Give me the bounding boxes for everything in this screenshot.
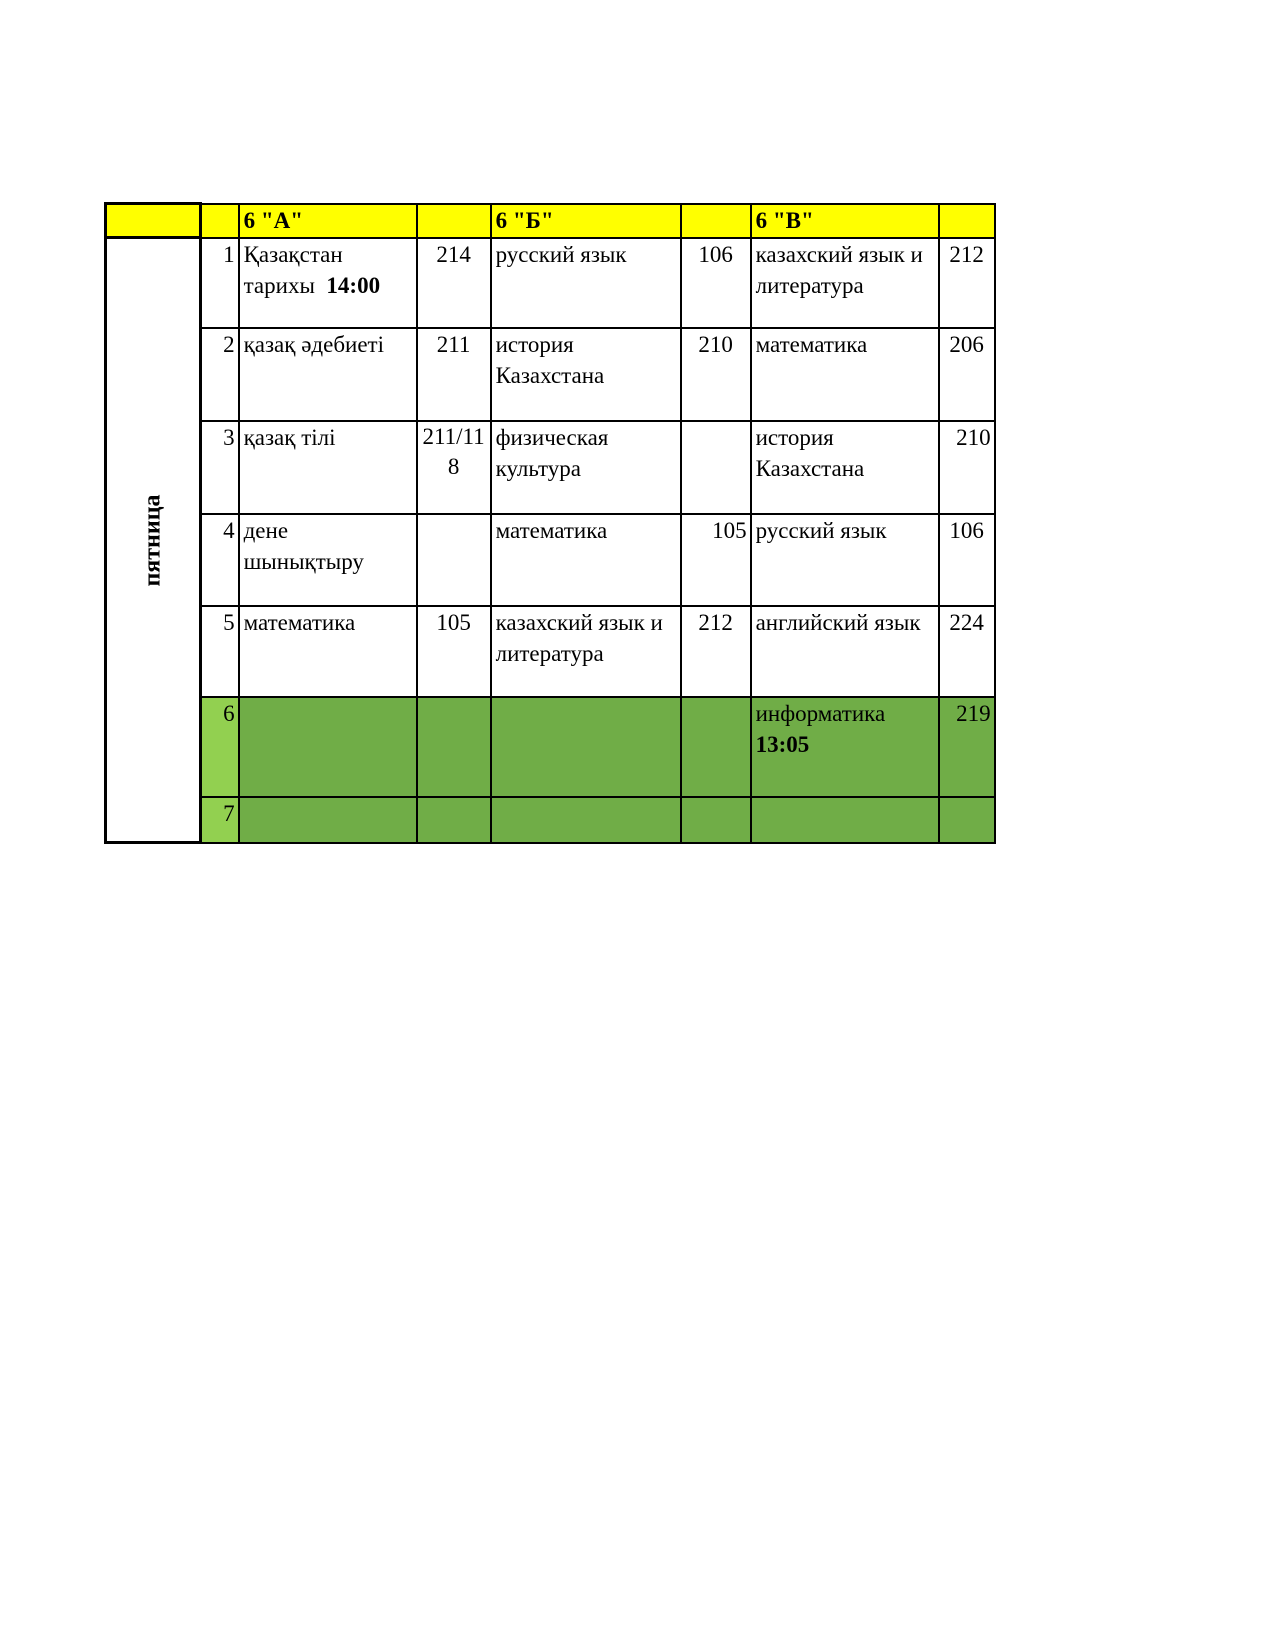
day-label: пятница [139, 494, 166, 587]
subject-6v: история Казахстана [751, 421, 939, 514]
subject-6a: математика [239, 606, 417, 697]
lesson-number: 4 [201, 514, 239, 606]
lesson-row [106, 421, 995, 514]
room-6a [417, 697, 491, 797]
room-6v: 210 [939, 421, 995, 514]
subject-6a: қазақ тілі [239, 421, 417, 514]
lesson-row [106, 238, 995, 328]
room-header-6v [939, 204, 995, 238]
room-6b: 210 [681, 328, 751, 421]
room-6a: 211 [417, 328, 491, 421]
lesson-number: 2 [201, 328, 239, 421]
room-6v: 212 [939, 238, 995, 328]
room-6v: 219 [939, 697, 995, 797]
room-header-6b [681, 204, 751, 238]
subject-6b: математика [491, 514, 681, 606]
subject-6a [239, 697, 417, 797]
header-num-cell [201, 204, 239, 238]
lesson-number: 3 [201, 421, 239, 514]
corner-cell [106, 204, 201, 238]
day-cell [106, 238, 201, 843]
lesson-row [106, 606, 995, 697]
subject-6v [751, 797, 939, 843]
subject-6v: математика [751, 328, 939, 421]
class-header-6a: 6 "А" [239, 204, 417, 238]
lesson-row [106, 797, 995, 843]
room-6b: 106 [681, 238, 751, 328]
subject-6b: казахский язык и литература [491, 606, 681, 697]
subject-6b [491, 697, 681, 797]
schedule-sheet [104, 202, 996, 844]
lesson-time: 14:00 [326, 272, 381, 298]
room-6a [417, 797, 491, 843]
subject-6a: қазақ әдебиеті [239, 328, 417, 421]
room-6a: 214 [417, 238, 491, 328]
lesson-row [106, 697, 995, 797]
room-6a: 211/118 [417, 421, 491, 514]
room-6v: 224 [939, 606, 995, 697]
lesson-number: 5 [201, 606, 239, 697]
class-header-6b: 6 "Б" [491, 204, 681, 238]
class-header-6v: 6 "В" [751, 204, 939, 238]
subject-text: информатика [755, 700, 886, 726]
subject-6v [751, 697, 939, 797]
room-6b [681, 697, 751, 797]
subject-6v: русский язык [751, 514, 939, 606]
header-row [106, 204, 995, 238]
subject-6a [239, 797, 417, 843]
lesson-row [106, 328, 995, 421]
subject-6v: английский язык [751, 606, 939, 697]
schedule-table [104, 202, 996, 844]
room-6v: 206 [939, 328, 995, 421]
lesson-number: 1 [201, 238, 239, 328]
room-6b [681, 421, 751, 514]
room-header-6a [417, 204, 491, 238]
subject-6v: казахский язык и литература [751, 238, 939, 328]
subject-6b: физическая культура [491, 421, 681, 514]
room-6v: 106 [939, 514, 995, 606]
room-6b [681, 797, 751, 843]
room-6a: 105 [417, 606, 491, 697]
subject-6b: история Казахстана [491, 328, 681, 421]
lesson-row [106, 514, 995, 606]
subject-text: Қазақстан тарихы [243, 241, 343, 298]
room-6b: 212 [681, 606, 751, 697]
lesson-time: 13:05 [755, 731, 810, 757]
lesson-number: 7 [201, 797, 239, 843]
subject-6a [239, 238, 417, 328]
subject-6a: дене шынықтыру [239, 514, 417, 606]
lesson-number: 6 [201, 697, 239, 797]
room-6b: 105 [681, 514, 751, 606]
room-6v [939, 797, 995, 843]
room-6a [417, 514, 491, 606]
subject-6b: русский язык [491, 238, 681, 328]
subject-6b [491, 797, 681, 843]
